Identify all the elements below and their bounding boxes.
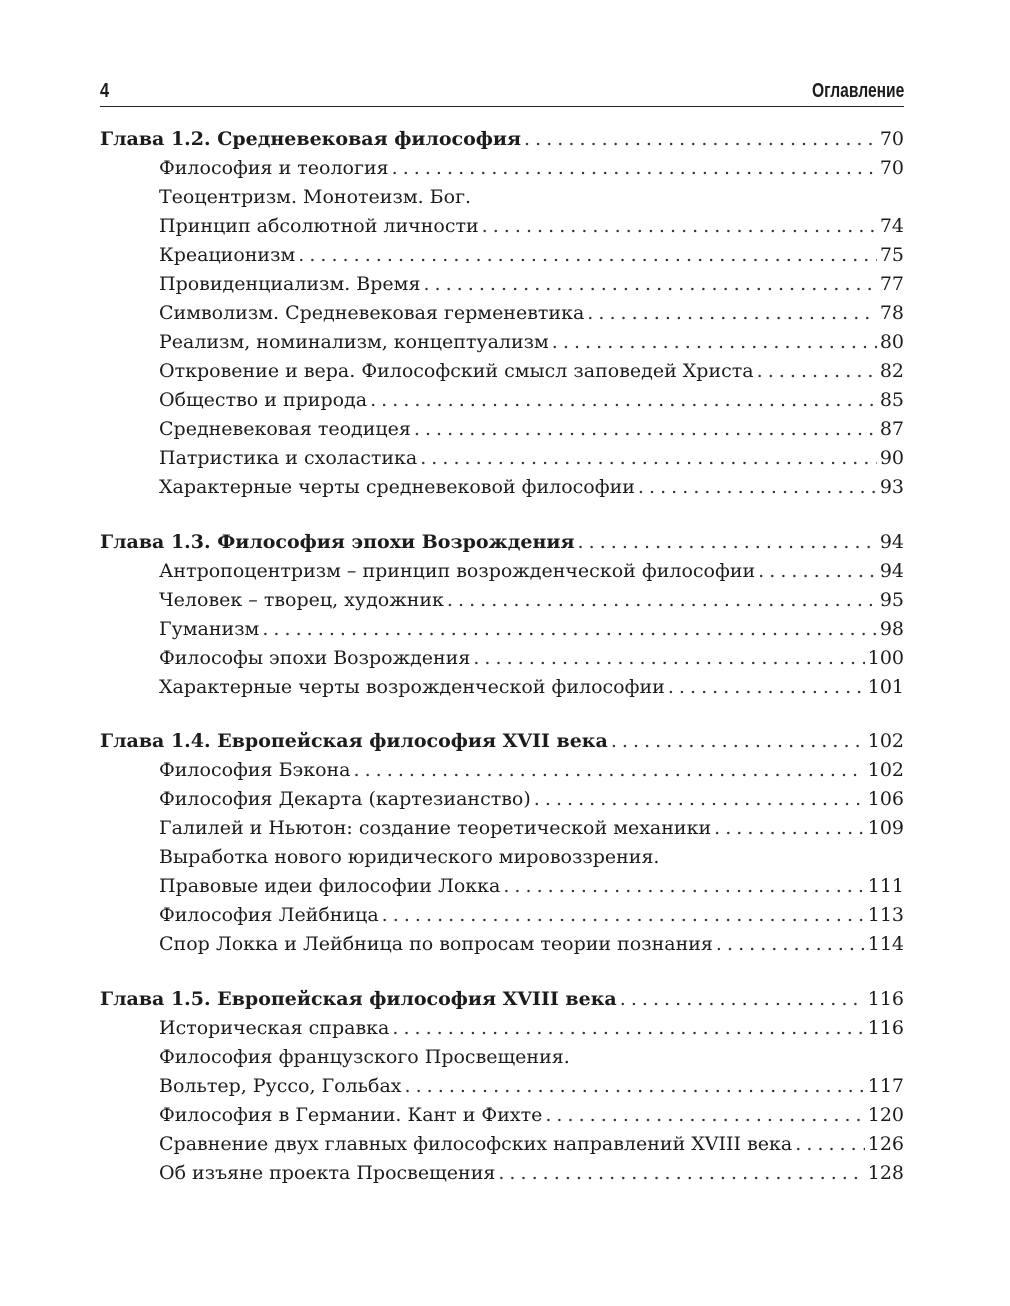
- toc-item[interactable]: [100, 386, 904, 415]
- dot-leader: [298, 241, 877, 270]
- toc-item[interactable]: [100, 901, 904, 930]
- toc-item[interactable]: [100, 586, 904, 615]
- item-title: Символизм. Средневековая герменевтика: [159, 302, 585, 324]
- dot-leader: [447, 586, 877, 615]
- toc-item[interactable]: [100, 785, 904, 814]
- dot-leader: [611, 727, 865, 756]
- toc-item[interactable]: [100, 1130, 904, 1159]
- running-header: [100, 80, 904, 107]
- item-page: 117: [867, 1074, 904, 1097]
- toc-chapter: [100, 985, 904, 1188]
- item-title: Историческая справка: [159, 1016, 390, 1039]
- item-page: 111: [867, 875, 904, 897]
- chapter-page: 70: [879, 128, 904, 150]
- toc-item[interactable]: [100, 557, 904, 586]
- toc-item[interactable]: [100, 299, 904, 328]
- dot-leader: [757, 357, 877, 386]
- dot-leader: [405, 1072, 865, 1101]
- chapter-page: 116: [867, 987, 904, 1010]
- table-of-contents: [100, 125, 904, 1213]
- toc-item[interactable]: [100, 930, 904, 959]
- item-page: 128: [867, 1161, 904, 1184]
- toc-item[interactable]: [100, 843, 904, 901]
- dot-leader: [587, 299, 877, 328]
- dot-leader: [716, 930, 865, 959]
- item-title: Средневековая теодицея: [159, 418, 411, 440]
- dot-leader: [392, 154, 877, 183]
- chapter-entry[interactable]: [100, 125, 904, 154]
- item-page: 109: [867, 817, 904, 839]
- item-title: Сравнение двух главных философских направлений XVIII века: [159, 1132, 793, 1155]
- item-page: 77: [879, 273, 904, 295]
- toc-item[interactable]: [100, 644, 904, 673]
- item-title: Общество и природа: [159, 389, 368, 411]
- toc-item[interactable]: [100, 415, 904, 444]
- item-title: Откровение и вера. Философский смысл заповедей Христа: [159, 360, 754, 382]
- item-page: 101: [867, 675, 904, 698]
- toc-item[interactable]: [100, 1043, 904, 1101]
- item-title: Правовые идеи философии Локка: [159, 875, 501, 897]
- item-title: Гуманизм: [159, 617, 260, 640]
- item-title: Реализм, номинализм, концептуализм: [159, 331, 549, 353]
- item-page: 93: [879, 476, 904, 498]
- item-page: 74: [879, 215, 904, 237]
- item-page: 102: [867, 759, 904, 781]
- item-page: 116: [867, 1016, 904, 1039]
- dot-leader: [503, 872, 864, 901]
- toc-item[interactable]: [100, 270, 904, 299]
- item-title: Провиденциализм. Время: [159, 273, 421, 295]
- item-page: 100: [867, 646, 904, 669]
- chapter-title: Глава 1.4. Европейская философия XVII века: [100, 730, 608, 752]
- toc-item[interactable]: [100, 1014, 904, 1043]
- item-title: Креационизм: [159, 244, 296, 266]
- item-page: 82: [879, 360, 904, 382]
- dot-leader: [423, 270, 876, 299]
- dot-leader: [534, 785, 865, 814]
- item-title: Патристика и схоластика: [159, 447, 418, 469]
- toc-chapter: [100, 528, 904, 702]
- item-title-first-line: Выработка нового юридического мировоззрения.: [159, 846, 660, 868]
- item-title: Философия в Германии. Кант и Фихте: [159, 1103, 543, 1126]
- item-title: Характерные черты средневековой философии: [159, 476, 635, 498]
- toc-item[interactable]: [100, 1101, 904, 1130]
- dot-leader: [552, 328, 877, 357]
- toc-chapter: [100, 125, 904, 502]
- item-page: 126: [867, 1132, 904, 1155]
- dot-leader: [620, 985, 865, 1014]
- item-title: Философия Лейбница: [159, 904, 379, 926]
- item-page: 95: [879, 588, 904, 611]
- toc-item[interactable]: [100, 241, 904, 270]
- item-page: 98: [879, 617, 904, 640]
- chapter-page: 102: [867, 730, 904, 752]
- item-title: Вольтер, Руссо, Гольбах: [159, 1074, 402, 1097]
- item-page: 90: [879, 447, 904, 469]
- chapter-entry[interactable]: [100, 727, 904, 756]
- chapter-title: Глава 1.3. Философия эпохи Возрождения: [100, 530, 575, 553]
- toc-item[interactable]: [100, 814, 904, 843]
- dot-leader: [758, 557, 877, 586]
- item-title: Спор Локка и Лейбница по вопросам теории познания: [159, 933, 713, 955]
- item-page: 70: [879, 157, 904, 179]
- dot-leader: [638, 473, 877, 502]
- dot-leader: [668, 673, 865, 702]
- item-title: Галилей и Ньютон: создание теоретической механики: [159, 817, 712, 839]
- toc-item[interactable]: [100, 1159, 904, 1188]
- dot-leader: [354, 756, 865, 785]
- toc-item[interactable]: [100, 328, 904, 357]
- chapter-title: Глава 1.5. Европейская философия XVIII века: [100, 987, 617, 1010]
- dot-leader: [420, 444, 877, 473]
- item-title: Философы эпохи Возрождения: [159, 646, 471, 669]
- item-page: 113: [867, 904, 904, 926]
- item-page: 106: [867, 788, 904, 810]
- dot-leader: [392, 1014, 864, 1043]
- toc-item[interactable]: [100, 473, 904, 502]
- toc-item[interactable]: [100, 154, 904, 183]
- item-page: 75: [879, 244, 904, 266]
- toc-item[interactable]: [100, 357, 904, 386]
- dot-leader: [795, 1130, 865, 1159]
- item-page: 80: [879, 331, 904, 353]
- dot-leader: [482, 212, 877, 241]
- chapter-title: Глава 1.2. Средневековая философия: [100, 128, 522, 150]
- page-number: 4: [100, 80, 110, 102]
- toc-item[interactable]: [100, 444, 904, 473]
- item-title: Принцип абсолютной личности: [159, 215, 479, 237]
- toc-item[interactable]: [100, 673, 904, 702]
- dot-leader: [382, 901, 865, 930]
- item-page: 114: [867, 933, 904, 955]
- chapter-entry[interactable]: [100, 528, 904, 557]
- toc-item[interactable]: [100, 615, 904, 644]
- dot-leader: [498, 1159, 864, 1188]
- item-title: Об изъяне проекта Просвещения: [159, 1161, 496, 1184]
- item-title: Человек – творец, художник: [159, 588, 444, 611]
- item-title: Антропоцентризм – принцип возрожденческой философии: [159, 559, 756, 582]
- item-title: Философия Бэкона: [159, 759, 351, 781]
- toc-item[interactable]: [100, 756, 904, 785]
- toc-chapter: [100, 727, 904, 959]
- dot-leader: [262, 615, 876, 644]
- dot-leader: [414, 415, 877, 444]
- dot-leader: [524, 125, 877, 154]
- item-title: Характерные черты возрожденческой философии: [159, 675, 665, 698]
- item-title-first-line: Философия французского Просвещения.: [159, 1045, 570, 1068]
- item-title: Философия и теология: [159, 157, 389, 179]
- dot-leader: [578, 528, 877, 557]
- item-page: 94: [879, 559, 904, 582]
- chapter-page: 94: [879, 530, 904, 553]
- running-title: Оглавление: [811, 80, 904, 102]
- item-page: 120: [867, 1103, 904, 1126]
- item-page: 87: [879, 418, 904, 440]
- item-page: 78: [879, 302, 904, 324]
- item-page: 85: [879, 389, 904, 411]
- dot-leader: [714, 814, 865, 843]
- dot-leader: [473, 644, 864, 673]
- dot-leader: [545, 1101, 864, 1130]
- dot-leader: [370, 386, 877, 415]
- toc-item[interactable]: [100, 183, 904, 241]
- chapter-entry[interactable]: [100, 985, 904, 1014]
- item-title-first-line: Теоцентризм. Монотеизм. Бог.: [159, 186, 472, 208]
- item-title: Философия Декарта (картезианство): [159, 788, 531, 810]
